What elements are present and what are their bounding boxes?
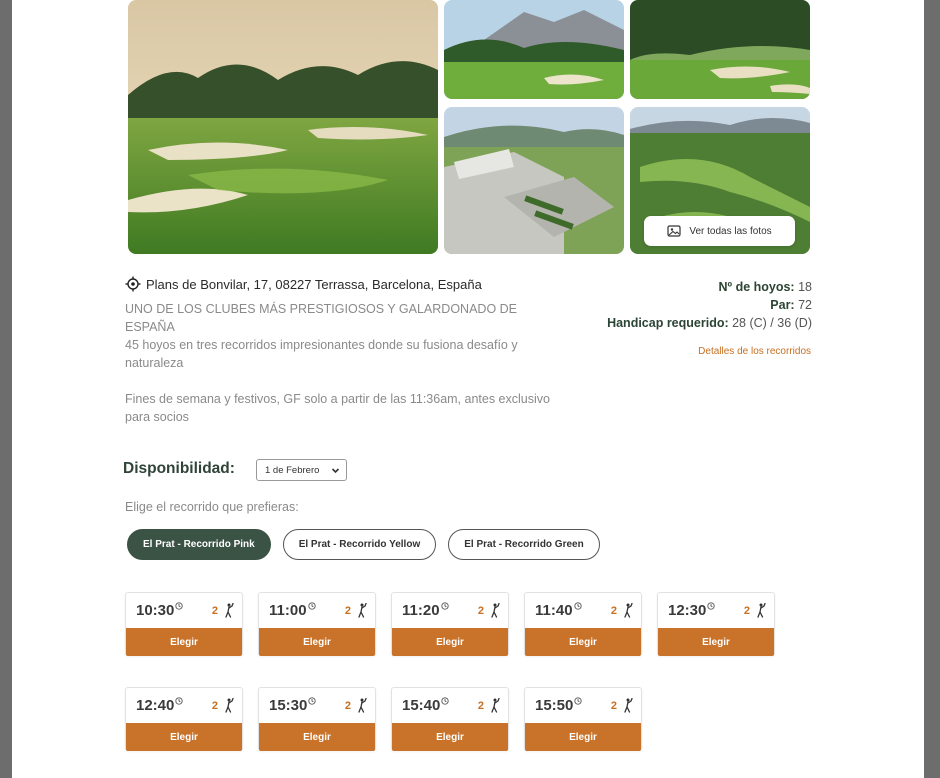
course-address (125, 276, 482, 292)
choose-slot-button[interactable]: Elegir (126, 723, 242, 751)
tee-time-slot (125, 687, 243, 751)
handicap-stat (607, 314, 812, 332)
tee-time-slot (125, 592, 243, 656)
slot-time: 12:30 (668, 602, 707, 619)
choose-slot-button[interactable]: Elegir (392, 723, 508, 751)
view-all-photos-button[interactable] (644, 216, 795, 246)
gallery-photo-3[interactable] (630, 0, 810, 99)
description-body: 45 hoyos en tres recorridos impresionantes donde su fusiona desafío y naturaleza (125, 338, 518, 370)
window-edge-right (924, 0, 940, 778)
slot-time: 12:40 (136, 697, 175, 714)
slot-players-count: 2 (477, 604, 484, 617)
tee-time-slot (657, 592, 775, 656)
choose-slot-button[interactable]: Elegir (525, 628, 641, 656)
slot-players-count: 2 (344, 699, 351, 712)
golfer-icon (622, 603, 633, 618)
route-tab-green[interactable]: El Prat - Recorrido Green (448, 529, 599, 560)
clock-icon (441, 697, 449, 705)
date-select-value: 1 de Febrero (265, 464, 320, 476)
image-icon (667, 224, 681, 238)
golfer-icon (622, 698, 633, 713)
course-description (125, 300, 565, 426)
slot-players-count: 2 (610, 604, 617, 617)
par-label: Par: (770, 298, 795, 312)
golfer-icon (489, 603, 500, 618)
clock-icon (175, 602, 183, 610)
slot-time: 11:20 (402, 602, 440, 619)
golfer-icon (755, 603, 766, 618)
choose-slot-button[interactable]: Elegir (525, 723, 641, 751)
clock-icon (707, 602, 715, 610)
par-value: 72 (798, 298, 812, 312)
golfer-icon (489, 698, 500, 713)
slot-time: 11:40 (535, 602, 573, 619)
availability-title: Disponibilidad: (123, 460, 235, 477)
clock-icon (308, 697, 316, 705)
golfer-icon (356, 603, 367, 618)
route-tabs (127, 529, 600, 560)
choose-slot-button[interactable]: Elegir (126, 628, 242, 656)
holes-stat (607, 278, 812, 296)
view-all-photos-label: Ver todas las fotos (689, 225, 772, 237)
tee-time-slot (524, 592, 642, 656)
choose-slot-button[interactable]: Elegir (259, 723, 375, 751)
slot-time: 15:40 (402, 697, 441, 714)
golfer-icon (223, 698, 234, 713)
tee-time-slot (258, 592, 376, 656)
slot-time: 15:30 (269, 697, 308, 714)
choose-route-label: Elige el recorrido que prefieras: (125, 500, 299, 514)
slot-players-count: 2 (477, 699, 484, 712)
clock-icon (574, 697, 582, 705)
course-stats (607, 278, 812, 332)
tee-time-slot (524, 687, 642, 751)
address-text: Plans de Bonvilar, 17, 08227 Terrassa, Barcelona, España (146, 276, 482, 292)
golfer-icon (356, 698, 367, 713)
holes-value: 18 (798, 280, 812, 294)
location-target-icon (125, 276, 141, 292)
description-headline: UNO DE LOS CLUBES MÁS PRESTIGIOSOS Y GALARDONADO DE ESPAÑA (125, 302, 517, 334)
clock-icon (441, 602, 449, 610)
par-stat (607, 296, 812, 314)
tee-time-slot (391, 687, 509, 751)
slot-players-count: 2 (344, 604, 351, 617)
clock-icon (574, 602, 582, 610)
route-details-link[interactable]: Detalles de los recorridos (698, 346, 811, 357)
slot-time: 10:30 (136, 602, 175, 619)
photo-gallery (128, 0, 810, 254)
route-tab-yellow[interactable]: El Prat - Recorrido Yellow (283, 529, 437, 560)
window-edge-left (0, 0, 12, 778)
handicap-label: Handicap requerido: (607, 316, 729, 330)
holes-label: Nº de hoyos: (718, 280, 795, 294)
slot-players-count: 2 (211, 699, 218, 712)
choose-slot-button[interactable]: Elegir (259, 628, 375, 656)
tee-time-slot (258, 687, 376, 751)
clock-icon (175, 697, 183, 705)
slot-time: 11:00 (269, 602, 307, 619)
chevron-down-icon (331, 466, 340, 475)
handicap-value: 28 (C) / 36 (D) (732, 316, 812, 330)
tee-time-slot (391, 592, 509, 656)
route-tab-pink[interactable]: El Prat - Recorrido Pink (127, 529, 271, 560)
date-select[interactable] (256, 459, 347, 481)
gallery-photo-4[interactable] (444, 107, 624, 254)
slot-players-count: 2 (211, 604, 218, 617)
golfer-icon (223, 603, 234, 618)
gallery-photo-2[interactable] (444, 0, 624, 99)
clock-icon (308, 602, 316, 610)
choose-slot-button[interactable]: Elegir (658, 628, 774, 656)
slot-time: 15:50 (535, 697, 574, 714)
choose-slot-button[interactable]: Elegir (392, 628, 508, 656)
gallery-photo-main[interactable] (128, 0, 438, 254)
slot-players-count: 2 (610, 699, 617, 712)
slot-players-count: 2 (743, 604, 750, 617)
access-note: Fines de semana y festivos, GF solo a partir de las 11:36am, antes exclusivo para socios (125, 392, 550, 424)
